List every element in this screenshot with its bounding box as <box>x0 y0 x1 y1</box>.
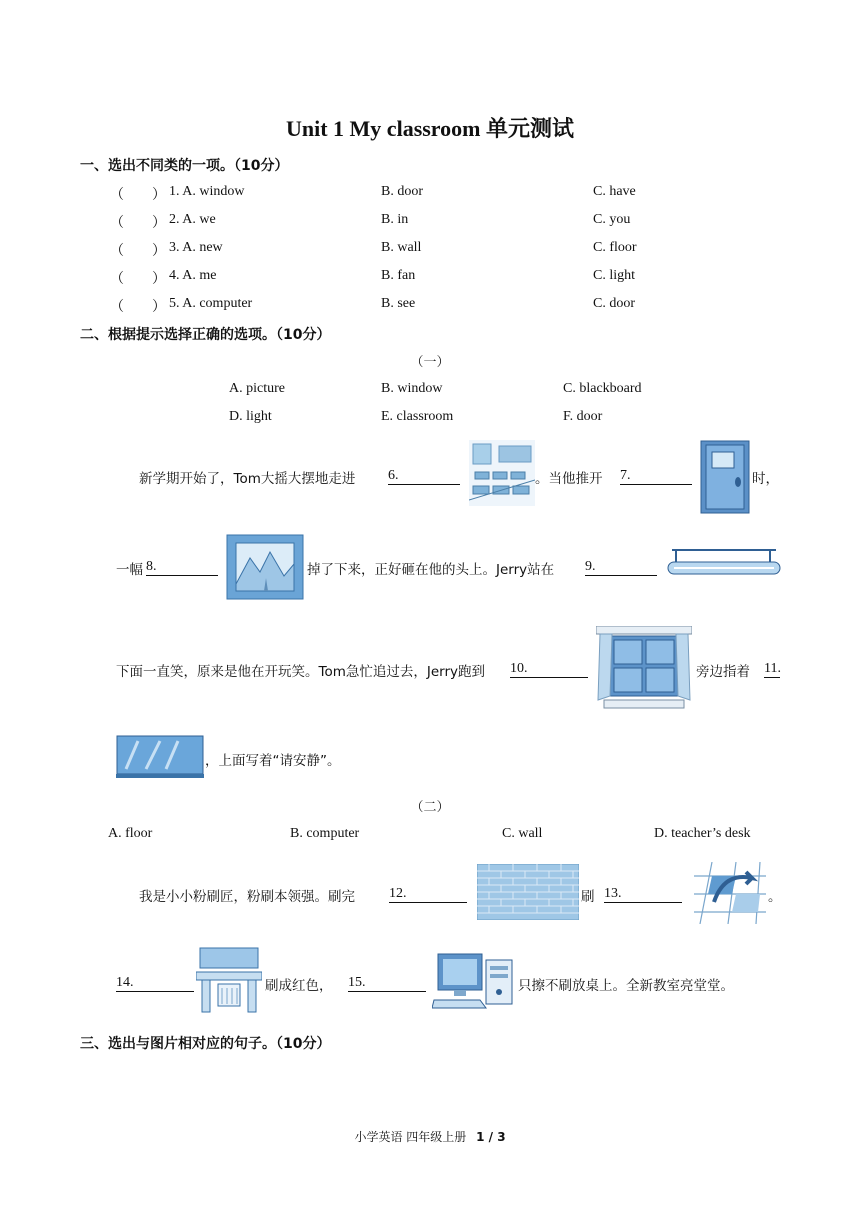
story-text: 。当他推开 <box>535 471 603 487</box>
answer-paren: （ ） <box>110 188 166 203</box>
blank-15[interactable] <box>348 975 426 992</box>
computer-picture <box>432 950 516 1012</box>
option-item: E. classroom <box>381 409 454 424</box>
section1-heading: 一、选出不同类的一项。（10分） <box>80 158 289 174</box>
option-b: B. see <box>381 296 416 311</box>
blank-9-label: 9. <box>585 559 657 576</box>
story-text: 旁边指着 <box>696 664 750 680</box>
page-footer <box>0 1128 860 1145</box>
story-text: 我是小小粉刷匠，粉刷本领强。刷完 <box>139 889 355 905</box>
option-b: B. fan <box>381 268 416 283</box>
option-item: C. blackboard <box>563 381 642 396</box>
blank-6-label: 6. <box>388 468 460 485</box>
wall-picture <box>477 864 579 920</box>
part1-label: （一） <box>410 354 450 369</box>
option-item: A. floor <box>108 826 153 841</box>
answer-paren: （ ） <box>110 216 166 231</box>
story-text: 一幅 <box>116 562 143 578</box>
section3-heading: 三、选出与图片相对应的句子。（10分） <box>80 1036 331 1052</box>
story-text: 刷 <box>581 889 595 905</box>
blank-10[interactable] <box>510 661 588 678</box>
story-text: 掉了下来，正好砸在他的头上。Jerry站在 <box>307 562 555 578</box>
option-b: B. in <box>381 212 409 227</box>
story-text: 时， <box>752 471 779 487</box>
window-picture <box>596 626 692 710</box>
option-item: C. wall <box>502 826 543 841</box>
option-b: B. wall <box>381 240 422 255</box>
door-picture <box>700 440 750 514</box>
option-a: 5. A. computer <box>169 296 253 311</box>
story-text: ，上面写着“请安静”。 <box>205 753 341 769</box>
classroom-picture <box>469 440 535 506</box>
blank-15-label: 15. <box>348 975 426 992</box>
blank-12[interactable] <box>389 886 467 903</box>
story-text: 新学期开始了，Tom大摇大摆地走进 <box>139 471 356 487</box>
blank-13-label: 13. <box>604 886 682 903</box>
teachers-desk-picture <box>196 946 262 1014</box>
part2-label: （二） <box>410 799 450 814</box>
answer-paren: （ ） <box>110 244 166 259</box>
blank-14-label: 14. <box>116 975 194 992</box>
blank-6[interactable] <box>388 468 460 485</box>
option-item: D. light <box>229 409 272 424</box>
light-picture <box>666 548 782 580</box>
blank-11[interactable] <box>764 661 780 678</box>
blank-8-label: 8. <box>146 559 218 576</box>
option-a: 2. A. we <box>169 212 216 227</box>
story-text: 刷成红色， <box>265 978 333 994</box>
option-item: F. door <box>563 409 603 424</box>
option-c: C. you <box>593 212 631 227</box>
option-item: B. computer <box>290 826 360 841</box>
page-title: Unit 1 My classroom 单元测试 <box>285 116 575 141</box>
option-a: 4. A. me <box>169 268 217 283</box>
answer-paren: （ ） <box>110 272 166 287</box>
option-a: 1. A. window <box>169 184 245 199</box>
blank-13[interactable] <box>604 886 682 903</box>
option-a: 3. A. new <box>169 240 223 255</box>
option-c: C. light <box>593 268 636 283</box>
blank-11-label: 11. <box>764 661 781 676</box>
blank-9[interactable] <box>585 559 657 576</box>
blackboard-picture <box>116 735 204 779</box>
blank-12-label: 12. <box>389 886 467 903</box>
option-c: C. have <box>593 184 636 199</box>
blank-7[interactable] <box>620 468 692 485</box>
floor-picture <box>694 862 766 924</box>
footer-subject: 小学英语 四年级上册 <box>354 1130 467 1144</box>
section2-heading: 二、根据提示选择正确的选项。（10分） <box>80 327 331 343</box>
page-number: 1 / 3 <box>476 1130 506 1144</box>
option-item: B. window <box>381 381 443 396</box>
story-text: 。 <box>768 889 782 905</box>
story-text: 只擦不刷放桌上。全新教室亮堂堂。 <box>518 978 734 994</box>
option-item: D. teacher’s desk <box>654 826 751 841</box>
blank-7-label: 7. <box>620 468 692 485</box>
option-b: B. door <box>381 184 423 199</box>
story-text: 下面一直笑，原来是他在开玩笑。Tom急忙追过去，Jerry跑到 <box>116 664 486 680</box>
blank-8[interactable] <box>146 559 218 576</box>
blank-10-label: 10. <box>510 661 588 678</box>
picture-frame-picture <box>226 534 304 600</box>
option-c: C. door <box>593 296 635 311</box>
blank-14[interactable] <box>116 975 194 992</box>
answer-paren: （ ） <box>110 300 166 315</box>
option-item: A. picture <box>229 381 285 396</box>
option-c: C. floor <box>593 240 637 255</box>
